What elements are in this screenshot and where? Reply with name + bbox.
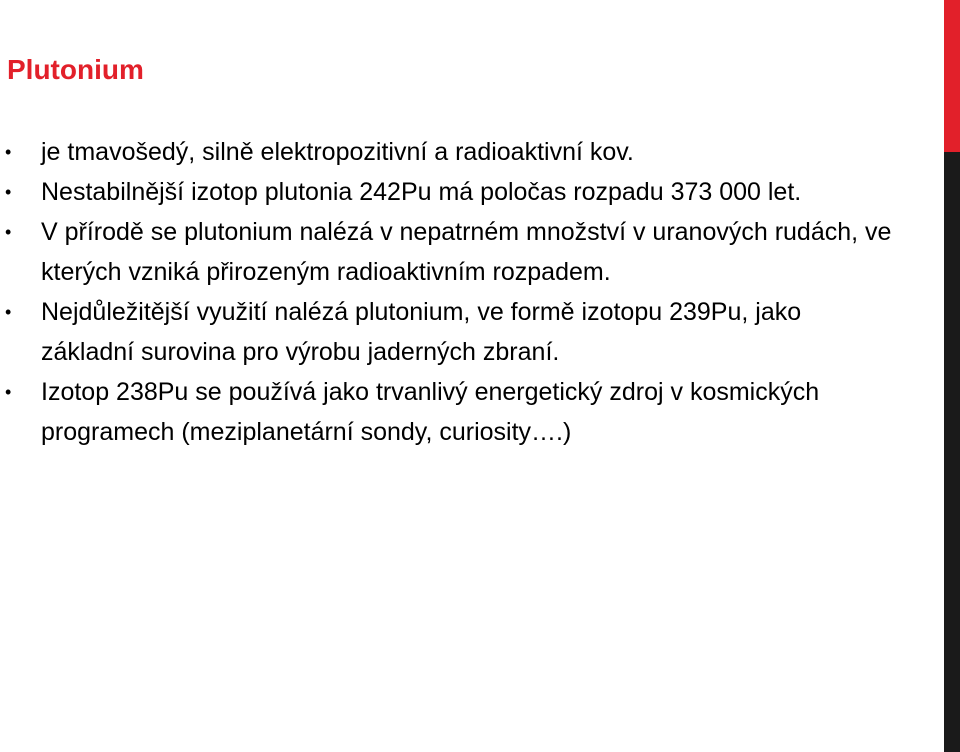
- bullet-item: [0, 132, 900, 172]
- side-accent-block: [944, 0, 960, 152]
- side-decoration-bar: [944, 0, 960, 752]
- bullet-text: Nejdůležitější využití nalézá plutonium, ve formě izotopu 239Pu, jako základní surovina pro výrobu jaderných zbraní.: [41, 298, 802, 366]
- bullet-text: V přírodě se plutonium nalézá v nepatrném množství v uranových rudách, ve kterých vzniká přirozeným radioaktivním rozpadem.: [41, 218, 892, 286]
- bullet-text: Izotop 238Pu se používá jako trvanlivý energetický zdroj v kosmických programech (meziplanetární sondy, curiosity….): [41, 378, 820, 446]
- bullet-item: [0, 292, 900, 372]
- bullet-item: [0, 372, 900, 452]
- slide-title: Plutonium: [7, 54, 144, 85]
- bullet-text: je tmavošedý, silně elektropozitivní a radioaktivní kov.: [41, 138, 634, 166]
- bullet-item: [0, 212, 900, 292]
- bullet-icon: •: [5, 382, 12, 402]
- bullet-item: [0, 172, 900, 212]
- bullet-icon: •: [5, 182, 12, 202]
- bullet-icon: •: [5, 302, 12, 322]
- bullet-text: Nestabilnější izotop plutonia 242Pu má poločas rozpadu 373 000 let.: [41, 178, 802, 206]
- bullet-list: [0, 132, 900, 452]
- bullet-icon: •: [5, 142, 12, 162]
- bullet-icon: •: [5, 222, 12, 242]
